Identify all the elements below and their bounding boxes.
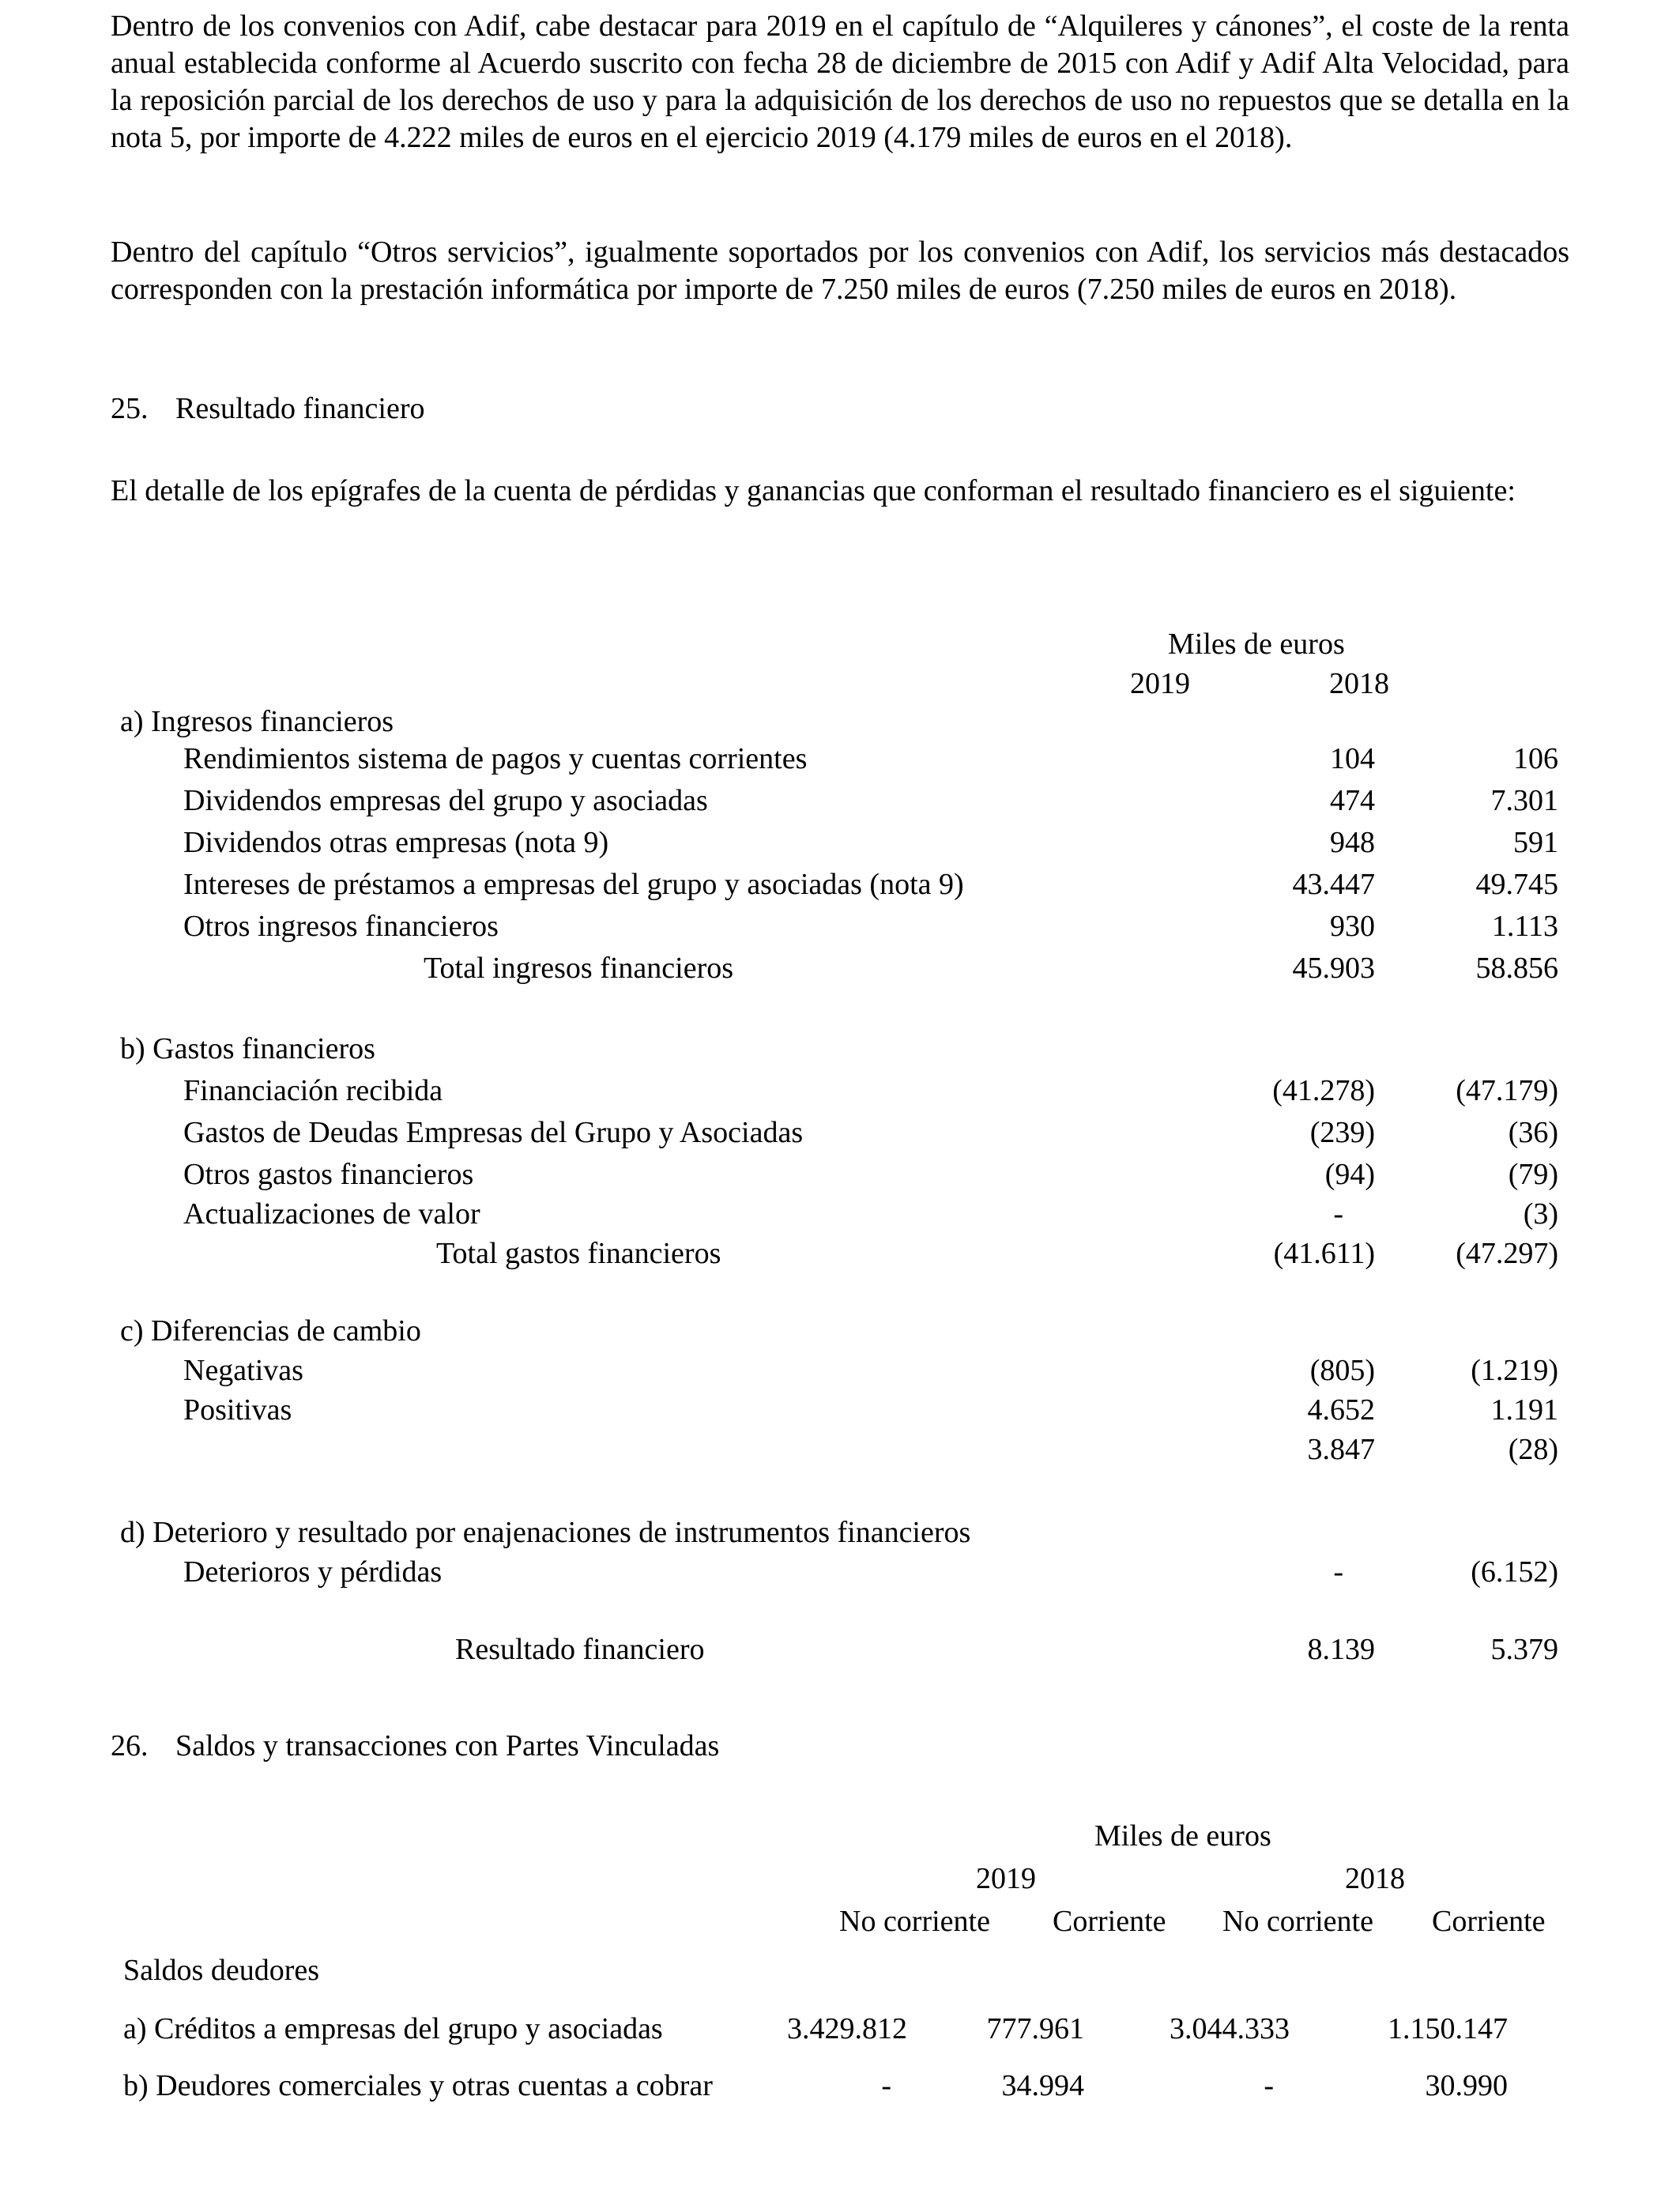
section-b-title: b) Gastos financieros (120, 1032, 375, 1065)
total-label: Total ingresos financieros (424, 952, 734, 985)
col-header-no-corriente-2018: No corriente (1222, 1905, 1373, 1938)
row-label: Intereses de préstamos a empresas del grupo y asociadas (nota 9) (183, 868, 964, 901)
value-2019: - (1333, 1197, 1343, 1231)
unit-header: Miles de euros (1094, 1819, 1271, 1853)
total-2019: 45.903 (1292, 952, 1375, 985)
value-2018: 7.301 (1490, 784, 1558, 817)
value-no-corriente-2018: 3.044.333 (1170, 2012, 1290, 2045)
col-header-corriente-2018: Corriente (1432, 1905, 1546, 1938)
section-b-title-row (111, 1031, 1569, 1068)
row-label: Dividendos otras empresas (nota 9) (183, 826, 609, 859)
total-2019: (41.611) (1273, 1237, 1375, 1270)
value-2019: 930 (1330, 910, 1375, 943)
row-label: Gastos de Deudas Empresas del Grupo y Asociadas (183, 1116, 804, 1149)
value-corriente-2018: 1.150.147 (1388, 2012, 1508, 2045)
section-a-title-row (111, 703, 1569, 741)
table-row (111, 782, 1569, 820)
value-corriente-2019: 777.961 (986, 2012, 1084, 2045)
year-header-2018: 2018 (1329, 667, 1389, 700)
paragraph-otros-servicios: Dentro del capítulo “Otros servicios”, igualmente soportados por los convenios con Adif, los servicios más destacados corresponden con la prestación informática por importe de 7.250 miles de euros (7.250 miles de euros en 2018). (111, 236, 1569, 306)
value-2019: - (1333, 1555, 1343, 1589)
row-label: Dividendos empresas del grupo y asociadas (183, 784, 708, 817)
section-c-title-row (111, 1313, 1569, 1350)
group-title: Saldos deudores (123, 1954, 320, 1987)
subtotal-2019: 3.847 (1307, 1433, 1375, 1466)
value-2018: (47.179) (1456, 1074, 1558, 1107)
row-label: Financiación recibida (183, 1074, 443, 1107)
value-2019: (805) (1309, 1354, 1375, 1387)
section-number: 26. (111, 1729, 149, 1762)
section-d-title-row (111, 1514, 1569, 1551)
value-2019: (41.278) (1272, 1074, 1375, 1107)
total-row (111, 950, 1569, 987)
section-title: Resultado financiero (175, 392, 425, 425)
row-label: b) Deudores comerciales y otras cuentas a cobrar (123, 2069, 713, 2102)
col-header-corriente-2019: Corriente (1053, 1905, 1166, 1938)
table-row (111, 1114, 1569, 1152)
value-2018: (6.152) (1471, 1555, 1558, 1589)
value-2019: 104 (1330, 742, 1375, 775)
value-2019: 474 (1330, 784, 1375, 817)
section-number: 25. (111, 392, 149, 425)
section-heading-25 (111, 390, 425, 428)
section-heading-26 (111, 1728, 719, 1765)
total-row (111, 1235, 1569, 1272)
value-corriente-2019: 34.994 (1001, 2069, 1084, 2102)
value-2018: 1.113 (1491, 910, 1558, 943)
section-title: Saldos y transacciones con Partes Vinculadas (175, 1729, 720, 1762)
value-2019: 4.652 (1307, 1393, 1375, 1427)
result-2018: 5.379 (1490, 1633, 1558, 1666)
value-2019: 948 (1330, 826, 1375, 859)
table-row (111, 1196, 1569, 1233)
section-d-title: d) Deterioro y resultado por enajenaciones de instrumentos financieros (120, 1516, 971, 1549)
value-2018: 591 (1513, 826, 1558, 859)
result-2019: 8.139 (1307, 1633, 1375, 1666)
subtotal-row (111, 1431, 1569, 1468)
row-label: Rendimientos sistema de pagos y cuentas corrientes (183, 742, 808, 775)
table-row (111, 1156, 1569, 1193)
value-no-corriente-2018: - (1264, 2069, 1274, 2102)
section-c-title: c) Diferencias de cambio (120, 1314, 421, 1348)
row-label: Otros gastos financieros (183, 1158, 474, 1191)
value-2019: 43.447 (1292, 868, 1375, 901)
value-2018: 1.191 (1490, 1393, 1558, 1427)
result-row (111, 1631, 1569, 1668)
table-row (111, 1072, 1569, 1110)
row-label: Positivas (183, 1393, 292, 1427)
table-row (111, 1352, 1569, 1389)
table-row (111, 866, 1569, 903)
row-label: Deterioros y pérdidas (183, 1555, 443, 1589)
table-row (111, 1554, 1569, 1591)
unit-header: Miles de euros (1168, 628, 1345, 661)
year-header-2019: 2019 (1130, 667, 1190, 700)
total-2018: (47.297) (1456, 1237, 1558, 1270)
value-2019: (94) (1324, 1158, 1375, 1191)
value-2018: (3) (1523, 1197, 1558, 1231)
value-2019: (239) (1309, 1116, 1375, 1149)
year-header-2019: 2019 (976, 1862, 1036, 1895)
row-label: Negativas (183, 1354, 303, 1387)
value-2018: (1.219) (1471, 1354, 1558, 1387)
subtotal-2018: (28) (1508, 1433, 1558, 1466)
table-row (111, 1392, 1569, 1429)
section-a-title: a) Ingresos financieros (120, 705, 394, 738)
row-label: Actualizaciones de valor (183, 1197, 480, 1231)
result-label: Resultado financiero (455, 1633, 705, 1666)
value-corriente-2018: 30.990 (1425, 2069, 1508, 2102)
table-row (111, 824, 1569, 861)
table-row (111, 908, 1569, 945)
paragraph-detalle: El detalle de los epígrafes de la cuenta de pérdidas y ganancias que conforman el resultado financiero es el siguiente: (111, 474, 1516, 507)
total-2018: 58.856 (1475, 952, 1558, 985)
paragraph-alquileres: Dentro de los convenios con Adif, cabe destacar para 2019 en el capítulo de “Alquileres y cánones”, el coste de la renta anual establecida conforme al Acuerdo suscrito con fecha 28 de diciembre de 2015 con Adif y Adif Alta Velocidad, para la reposición parcial de los derechos de uso y para la adquisición de los derechos de uso no repuestos que se detalla en la nota 5, por importe de 4.222 miles de euros en el ejercicio 2019 (4.179 miles de euros en el 2018). (111, 9, 1569, 154)
row-label: a) Créditos a empresas del grupo y asociadas (123, 2012, 663, 2045)
value-2018: 106 (1513, 742, 1558, 775)
value-2018: (36) (1508, 1116, 1558, 1149)
value-2018: 49.745 (1475, 868, 1558, 901)
row-label: Otros ingresos financieros (183, 910, 499, 943)
col-header-no-corriente-2019: No corriente (839, 1905, 990, 1938)
table-row (111, 741, 1569, 778)
value-no-corriente-2019: 3.429.812 (787, 2012, 907, 2045)
value-no-corriente-2019: - (881, 2069, 891, 2102)
year-header-2018: 2018 (1345, 1862, 1405, 1895)
value-2018: (79) (1508, 1158, 1558, 1191)
total-label: Total gastos financieros (436, 1237, 721, 1270)
